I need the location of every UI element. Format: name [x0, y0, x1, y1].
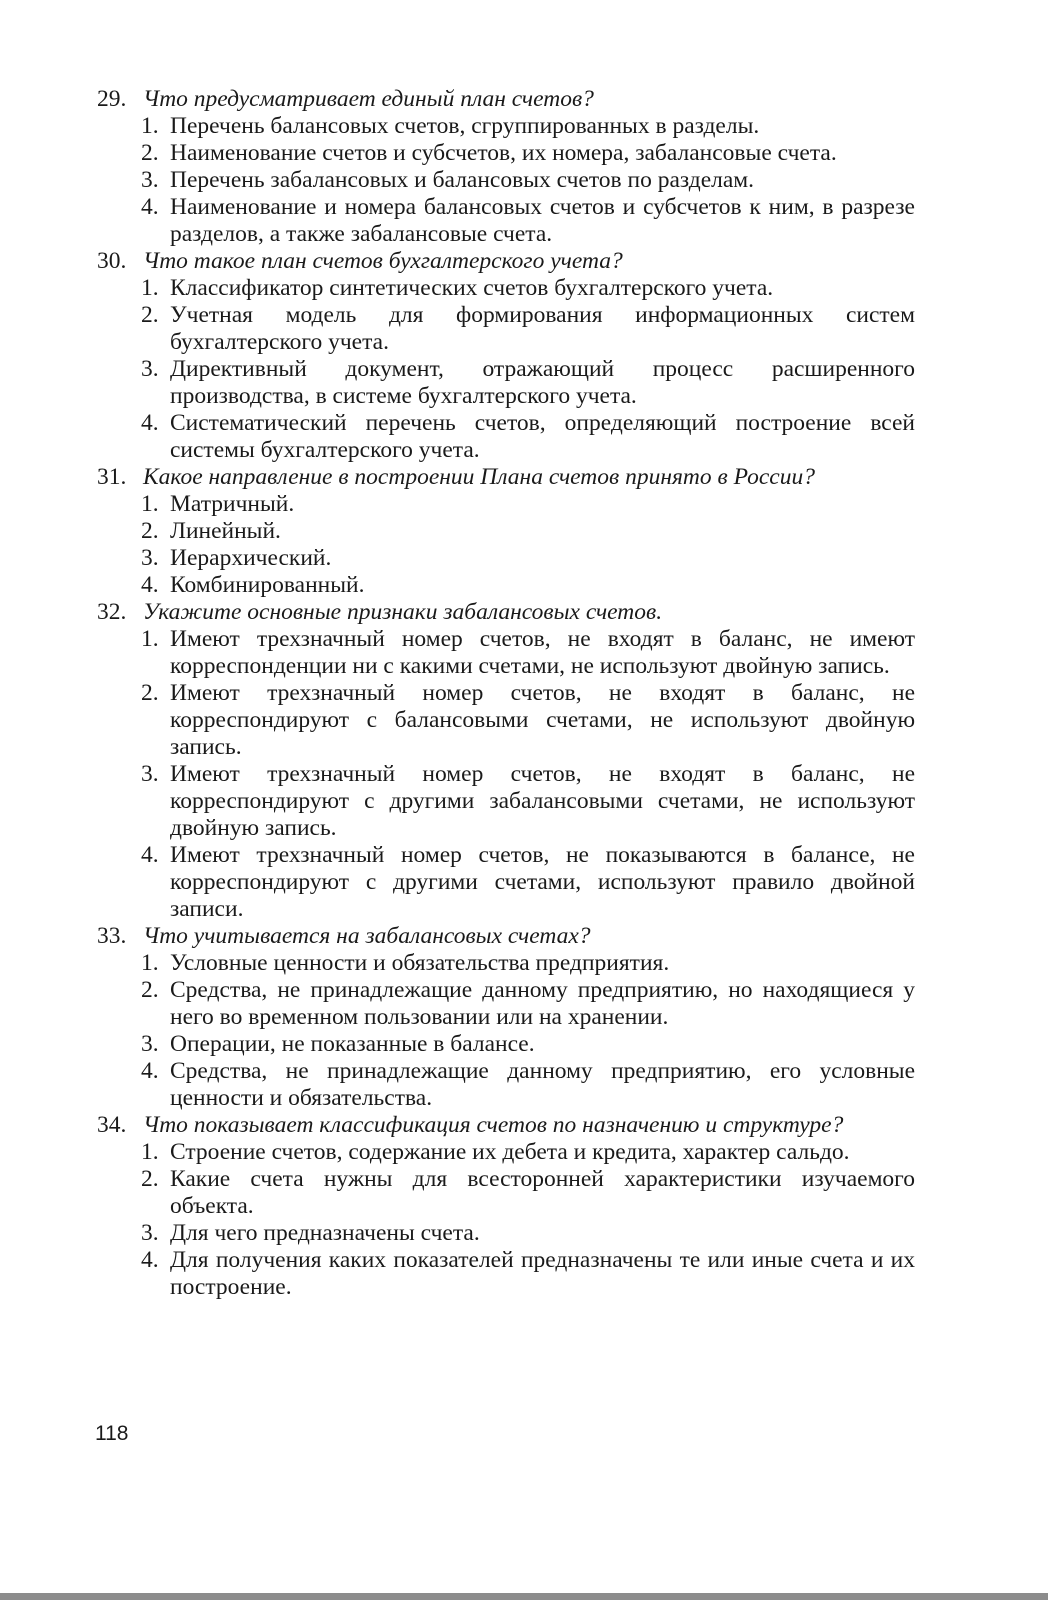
answer-number: 1.	[141, 626, 159, 652]
answer-option	[97, 1031, 915, 1058]
answer-text: Перечень балансовых счетов, сгруппированных в разделы.	[170, 113, 760, 139]
answer-text: Классификатор синтетических счетов бухгалтерского учета.	[170, 275, 774, 301]
answer-number: 3.	[141, 545, 159, 571]
page-number: 118	[95, 1422, 129, 1445]
answer-number: 4.	[141, 572, 159, 598]
question-text: Что учитывается на забалансовых счетах?	[143, 923, 591, 949]
answer-number: 4.	[141, 1058, 159, 1084]
answer-text: Какие счета нужны для всесторонней характеристики изучаемого объекта.	[170, 1166, 915, 1219]
answer-text: Комбинированный.	[170, 572, 365, 598]
answer-number: 2.	[141, 140, 159, 166]
answer-text: Условные ценности и обязательства предприятия.	[170, 950, 670, 976]
question-text: Что показывает классификация счетов по назначению и структуре?	[143, 1112, 844, 1138]
answer-number: 3.	[141, 761, 159, 787]
answer-option	[97, 977, 915, 1031]
question-number: 31.	[97, 464, 127, 490]
answer-option	[97, 1220, 915, 1247]
answer-number: 2.	[141, 302, 159, 328]
answer-option	[97, 1247, 915, 1301]
answer-option	[97, 356, 915, 410]
answer-text: Для чего предназначены счета.	[170, 1220, 480, 1246]
answer-number: 1.	[141, 491, 159, 517]
question-block	[97, 923, 915, 1112]
answer-text: Наименование и номера балансовых счетов и субсчетов к ним, в разрезе разделов, а также забалансовые счета.	[170, 194, 915, 247]
answer-list	[97, 626, 915, 923]
question-number: 32.	[97, 599, 127, 625]
answer-option	[97, 626, 915, 680]
answer-text: Средства, не принадлежащие данному предприятию, но находящиеся у него во временном пользовании или на хранении.	[170, 977, 915, 1030]
answer-list	[97, 1139, 915, 1301]
answer-text: Операции, не показанные в балансе.	[170, 1031, 535, 1057]
answer-number: 4.	[141, 410, 159, 436]
answer-number: 3.	[141, 1031, 159, 1057]
answer-option	[97, 140, 915, 167]
answer-option	[97, 518, 915, 545]
answer-option	[97, 302, 915, 356]
answer-option	[97, 194, 915, 248]
answer-option	[97, 113, 915, 140]
answer-text: Строение счетов, содержание их дебета и кредита, характер сальдо.	[170, 1139, 850, 1165]
question-heading	[97, 248, 915, 275]
question-text: Что предусматривает единый план счетов?	[143, 86, 594, 112]
answer-option	[97, 491, 915, 518]
question-number: 34.	[97, 1112, 127, 1138]
answer-number: 2.	[141, 1166, 159, 1192]
question-text: Что такое план счетов бухгалтерского учета?	[143, 248, 623, 274]
answer-number: 1.	[141, 1139, 159, 1165]
question-block	[97, 599, 915, 923]
answer-text: Для получения каких показателей предназначены те или иные счета и их построение.	[170, 1247, 915, 1300]
answer-number: 3.	[141, 356, 159, 382]
answer-option	[97, 1139, 915, 1166]
question-block	[97, 464, 915, 599]
answer-number: 2.	[141, 977, 159, 1003]
answer-option	[97, 1166, 915, 1220]
answer-text: Средства, не принадлежащие данному предприятию, его условные ценности и обязательства.	[170, 1058, 915, 1111]
answer-text: Перечень забалансовых и балансовых счетов по разделам.	[170, 167, 755, 193]
bottom-border	[0, 1593, 1048, 1600]
answer-number: 3.	[141, 1220, 159, 1246]
question-heading	[97, 1112, 915, 1139]
answer-option	[97, 275, 915, 302]
answer-text: Матричный.	[170, 491, 295, 517]
answer-number: 3.	[141, 167, 159, 193]
answer-number: 1.	[141, 275, 159, 301]
answer-text: Директивный документ, отражающий процесс расширенного производства, в системе бухгалтерского учета.	[170, 356, 915, 409]
answer-number: 2.	[141, 680, 159, 706]
question-list	[97, 86, 915, 1301]
answer-text: Имеют трехзначный номер счетов, не показываются в балансе, не корреспондируют с другими счетами, используют правило двойной записи.	[170, 842, 915, 922]
answer-option	[97, 410, 915, 464]
answer-number: 1.	[141, 950, 159, 976]
answer-number: 4.	[141, 842, 159, 868]
question-block	[97, 248, 915, 464]
answer-text: Наименование счетов и субсчетов, их номера, забалансовые счета.	[170, 140, 837, 166]
answer-option	[97, 761, 915, 842]
answer-list	[97, 491, 915, 599]
answer-text: Имеют трехзначный номер счетов, не входят в баланс, не корреспондируют с балансовыми счетами, не используют двойную запись.	[170, 680, 915, 760]
answer-text: Иерархический.	[170, 545, 332, 571]
answer-option	[97, 545, 915, 572]
answer-text: Систематический перечень счетов, определяющий построение всей системы бухгалтерского учета.	[170, 410, 915, 463]
answer-number: 2.	[141, 518, 159, 544]
answer-option	[97, 572, 915, 599]
answer-option	[97, 842, 915, 923]
answer-text: Линейный.	[170, 518, 281, 544]
answer-option	[97, 167, 915, 194]
answer-list	[97, 950, 915, 1112]
question-heading	[97, 923, 915, 950]
answer-list	[97, 275, 915, 464]
question-heading	[97, 464, 915, 491]
question-heading	[97, 599, 915, 626]
question-text: Какое направление в построении Плана счетов принято в России?	[143, 464, 815, 490]
answer-text: Учетная модель для формирования информационных систем бухгалтерского учета.	[170, 302, 915, 355]
question-block	[97, 86, 915, 248]
question-number: 29.	[97, 86, 127, 112]
answer-text: Имеют трехзначный номер счетов, не входят в баланс, не имеют корреспонденции ни с какими счетами, не используют двойную запись.	[170, 626, 915, 679]
answer-option	[97, 1058, 915, 1112]
answer-number: 1.	[141, 113, 159, 139]
question-text: Укажите основные признаки забалансовых счетов.	[143, 599, 663, 625]
answer-option	[97, 950, 915, 977]
answer-number: 4.	[141, 1247, 159, 1273]
answer-number: 4.	[141, 194, 159, 220]
question-heading	[97, 86, 915, 113]
question-number: 33.	[97, 923, 127, 949]
answer-text: Имеют трехзначный номер счетов, не входят в баланс, не корреспондируют с другими забалансовыми счетами, не используют двойную запись.	[170, 761, 915, 841]
question-block	[97, 1112, 915, 1301]
answer-list	[97, 113, 915, 248]
answer-option	[97, 680, 915, 761]
question-number: 30.	[97, 248, 127, 274]
